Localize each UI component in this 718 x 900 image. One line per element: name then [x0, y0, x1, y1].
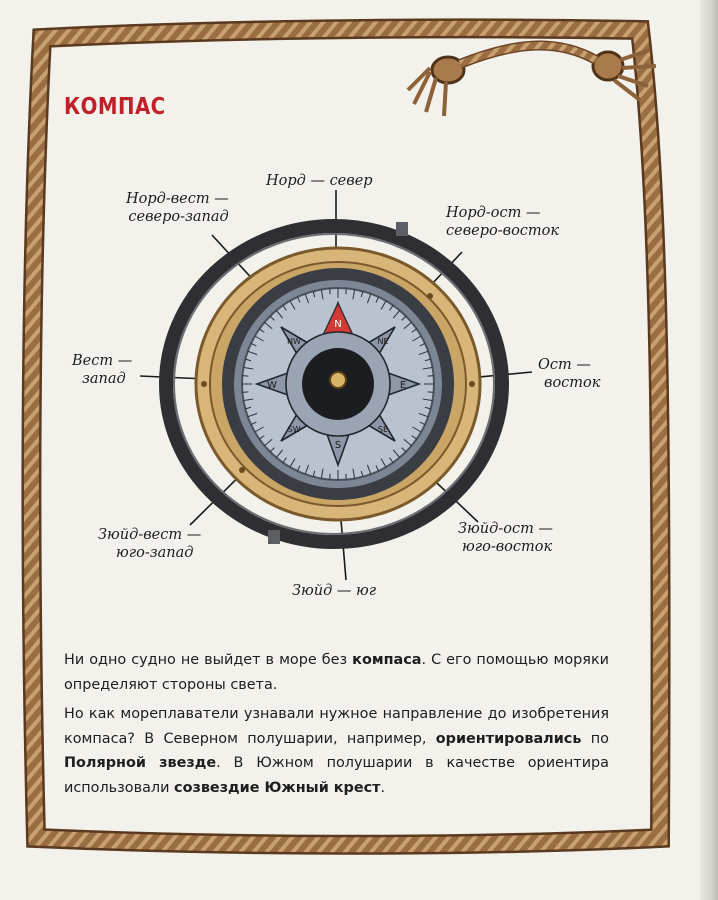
compass-tick	[346, 288, 347, 294]
compass-tick	[330, 288, 331, 294]
rose-n: N	[334, 319, 342, 330]
label-north	[266, 172, 373, 190]
label-southeast-line1: Зюйд-ост —	[458, 521, 553, 537]
label-northeast-line2: северо-восток	[446, 223, 560, 239]
p1-text-a: Ни одно судно не выйдет в море без	[64, 652, 353, 668]
paragraph-2	[64, 702, 609, 800]
rose-nw: NW	[287, 337, 301, 346]
label-northwest	[126, 190, 229, 226]
p2-bold-southern-cross: созвездие Южный крест	[174, 779, 381, 796]
page-title: КОМПАС	[64, 94, 166, 120]
compass-tick	[242, 392, 248, 393]
compass-tick	[428, 392, 434, 393]
compass-tick	[242, 376, 248, 377]
p1-bold-compass: компаса	[352, 652, 422, 668]
label-northwest-line2: северо-запад	[128, 209, 229, 225]
label-west-line2: запад	[82, 371, 126, 387]
label-east	[538, 356, 600, 392]
p2-text-c: по	[581, 730, 609, 747]
label-northeast	[446, 204, 559, 240]
compass-tick	[428, 376, 434, 377]
rose-se: SE	[377, 425, 389, 434]
label-south	[292, 582, 376, 600]
label-east-line2: восток	[544, 375, 601, 391]
label-northwest-line1: Норд-вест —	[126, 191, 229, 207]
p2-text-g: .	[380, 779, 386, 796]
label-southeast	[458, 520, 553, 556]
label-north-line1: Норд — север	[266, 173, 373, 189]
label-east-line1: Ост —	[538, 357, 591, 373]
p1-text-c: . С его помощью моряки определяют стороны света.	[64, 652, 609, 693]
p2-bold-oriented: ориентировались	[435, 730, 582, 747]
rose-w: W	[267, 380, 277, 391]
label-west	[72, 352, 132, 388]
label-southwest-line2: юго-запад	[116, 545, 194, 561]
label-southwest-line1: Зюйд-вест —	[98, 527, 202, 543]
p2-text-a: Но как мореплаватели узнавали нужное направление до изобретения компаса? В Северном полушарии, например,	[64, 706, 609, 747]
label-southeast-line2: юго-восток	[462, 539, 553, 555]
compass-tick	[330, 474, 331, 480]
rose-ne: NE	[377, 337, 389, 346]
rose-e: E	[399, 380, 407, 391]
compass-tick	[346, 474, 347, 480]
label-south-line1: Зюйд — юг	[292, 583, 377, 599]
p2-text-e: . В Южном полушарии в качестве ориентира использовали	[64, 755, 609, 796]
label-northeast-line1: Норд-ост —	[446, 205, 541, 221]
p2-bold-polar-star: Полярной звезде	[64, 755, 217, 772]
label-southwest	[98, 526, 201, 562]
label-west-line1: Вест —	[72, 353, 133, 369]
rose-sw: SW	[287, 425, 301, 434]
paragraph-1	[64, 648, 609, 697]
rose-s: S	[334, 440, 342, 451]
